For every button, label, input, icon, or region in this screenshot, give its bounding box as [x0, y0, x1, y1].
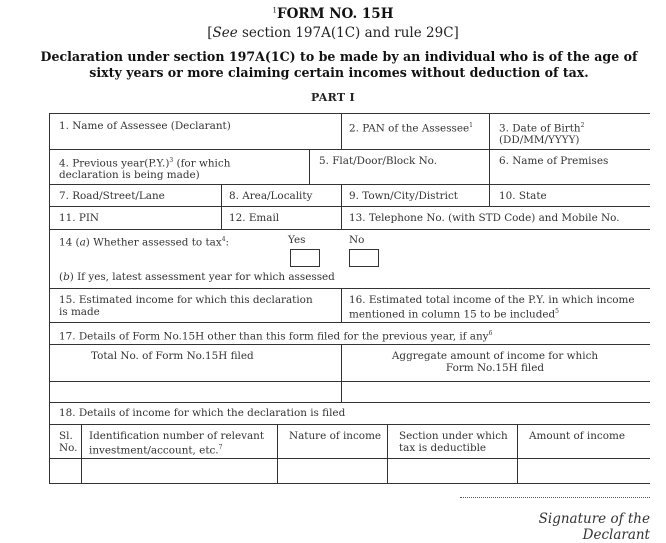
- field-area-locality: 8. Area/Locality: [229, 190, 313, 202]
- grid-line: [49, 113, 650, 114]
- col-serial-no: [59, 430, 77, 454]
- grid-line: [341, 113, 342, 149]
- grid-line: [49, 344, 650, 345]
- field-road-street: 7. Road/Street/Lane: [59, 190, 165, 202]
- field-dob-format: (DD/MM/YYYY): [499, 134, 580, 147]
- col-amount-of-income: Amount of income: [529, 430, 625, 442]
- col-total-forms-filed: Total No. of Form No.15H filed: [91, 350, 254, 362]
- field-previous-year: [59, 155, 230, 181]
- signature-label: Signature of the Declarant: [538, 511, 650, 543]
- footnote-marker: 3: [169, 157, 174, 164]
- form-reference: [0, 25, 666, 41]
- grid-line: [341, 344, 342, 402]
- no-label: No: [349, 234, 365, 246]
- grid-line: [221, 206, 222, 229]
- field-telephone: 13. Telephone No. (with STD Code) and Mobile No.: [349, 212, 620, 224]
- grid-line: [49, 229, 650, 230]
- col-serial-line1: Sl.: [59, 430, 73, 442]
- grid-line: [341, 288, 342, 322]
- field-16-line1: 16. Estimated total income of the P.Y. in which income: [349, 294, 635, 306]
- footnote-marker: 1: [469, 122, 473, 129]
- part-heading: PART I: [311, 91, 355, 104]
- grid-line: [49, 149, 650, 150]
- grid-line: [387, 424, 388, 483]
- grid-line: [489, 149, 490, 184]
- field-16-line2: mentioned in column 15 to be included: [349, 308, 556, 321]
- col-nature-of-income: Nature of income: [289, 430, 382, 442]
- grid-line: [489, 113, 490, 149]
- field-pan-label: 2. PAN of the Assessee: [349, 122, 470, 135]
- field-state: 10. State: [499, 190, 547, 202]
- col-aggregate-line1: Aggregate amount of income for which: [391, 350, 599, 362]
- no-checkbox[interactable]: [349, 249, 379, 267]
- grid-line: [221, 184, 222, 206]
- declaration-heading: Declaration under section 197A(1C) to be made by an individual who is of the age of sixty years or more claiming certain incomes without deduction of tax.: [40, 49, 638, 80]
- field-14a-letter: a: [79, 236, 86, 249]
- col-serial-line2: No.: [59, 442, 78, 454]
- col-section-line1: Section under which: [399, 430, 508, 442]
- grid-line: [49, 206, 650, 207]
- field-income-details: 18. Details of income for which the declaration is filed: [59, 407, 346, 419]
- footnote-marker: 2: [580, 122, 585, 129]
- grid-line: [341, 206, 342, 229]
- field-email: 12. Email: [229, 212, 280, 224]
- grid-line: [49, 322, 650, 323]
- reference-text: section 197A(1C) and rule 29C]: [237, 25, 459, 41]
- field-assessed-to-tax: [59, 234, 229, 248]
- field-14a-colon: :: [225, 236, 230, 249]
- field-py-label: 4. Previous year(P.Y.): [59, 157, 170, 170]
- field-17-label: 17. Details of Form No.15H other than this form filed for the previous year, if any: [59, 330, 489, 343]
- grid-line: [517, 424, 518, 483]
- grid-line: [49, 184, 650, 185]
- field-14b-letter: b: [63, 271, 70, 283]
- field-flat-door-block: 5. Flat/Door/Block No.: [319, 155, 438, 167]
- col-id-line1: Identification number of relevant: [89, 430, 265, 442]
- reference-see: See: [212, 25, 238, 41]
- field-15-line1: 15. Estimated income for which this declaration: [59, 294, 313, 306]
- field-name-of-assessee: 1. Name of Assessee (Declarant): [59, 120, 231, 132]
- reference-bracket: [: [207, 25, 213, 41]
- col-id-line2: investment/account, etc.: [89, 444, 219, 457]
- grid-line: [49, 113, 50, 483]
- field-other-form-15h: [59, 328, 492, 342]
- grid-line: [49, 381, 650, 382]
- grid-line: [49, 458, 650, 459]
- grid-line: [309, 149, 310, 184]
- field-15-line2: is made: [59, 306, 100, 318]
- grid-line: [49, 402, 650, 403]
- field-py-label-rest: (for which: [173, 157, 231, 170]
- field-date-of-birth: [499, 120, 584, 146]
- col-section: [399, 430, 508, 454]
- footnote-marker: 7: [218, 444, 223, 451]
- grid-line: [49, 424, 650, 425]
- field-14a-prefix: 14 (: [59, 236, 80, 249]
- field-pin: 11. PIN: [59, 212, 100, 224]
- footnote-marker: 6: [488, 330, 493, 337]
- yes-checkbox[interactable]: [290, 249, 320, 267]
- col-aggregate-line2: Form No.15H filed: [445, 362, 545, 374]
- form-title-text: FORM NO. 15H: [277, 6, 394, 22]
- field-14a-text: ) Whether assessed to tax: [85, 236, 222, 249]
- grid-line: [49, 483, 650, 484]
- signature-line: [460, 497, 650, 498]
- field-name-of-premises: 6. Name of Premises: [499, 155, 609, 167]
- field-dob-label: 3. Date of Birth: [499, 122, 581, 135]
- grid-line: [49, 288, 650, 289]
- field-pan: [349, 120, 473, 134]
- grid-line: [341, 184, 342, 206]
- grid-line: [489, 184, 490, 206]
- field-14b-prefix: (: [59, 271, 64, 283]
- field-town-city: 9. Town/City/District: [349, 190, 458, 202]
- col-section-line2: tax is deductible: [399, 442, 487, 454]
- form-title: [0, 6, 666, 22]
- yes-label: Yes: [288, 234, 306, 246]
- title-footnote-marker: 1: [272, 6, 277, 15]
- footnote-marker: 4: [221, 236, 226, 243]
- footnote-marker: 5: [555, 308, 559, 315]
- grid-line: [81, 424, 82, 483]
- field-estimated-total-income: [349, 294, 635, 320]
- field-14b-text: ) If yes, latest assessment year for which assessed: [69, 271, 335, 283]
- field-estimated-income: [59, 294, 313, 318]
- field-py-label-line2: declaration is being made): [59, 169, 200, 182]
- field-latest-assessment-year: [59, 271, 335, 283]
- col-aggregate-income: [345, 350, 645, 374]
- grid-line: [277, 424, 278, 483]
- col-identification-number: [89, 430, 264, 456]
